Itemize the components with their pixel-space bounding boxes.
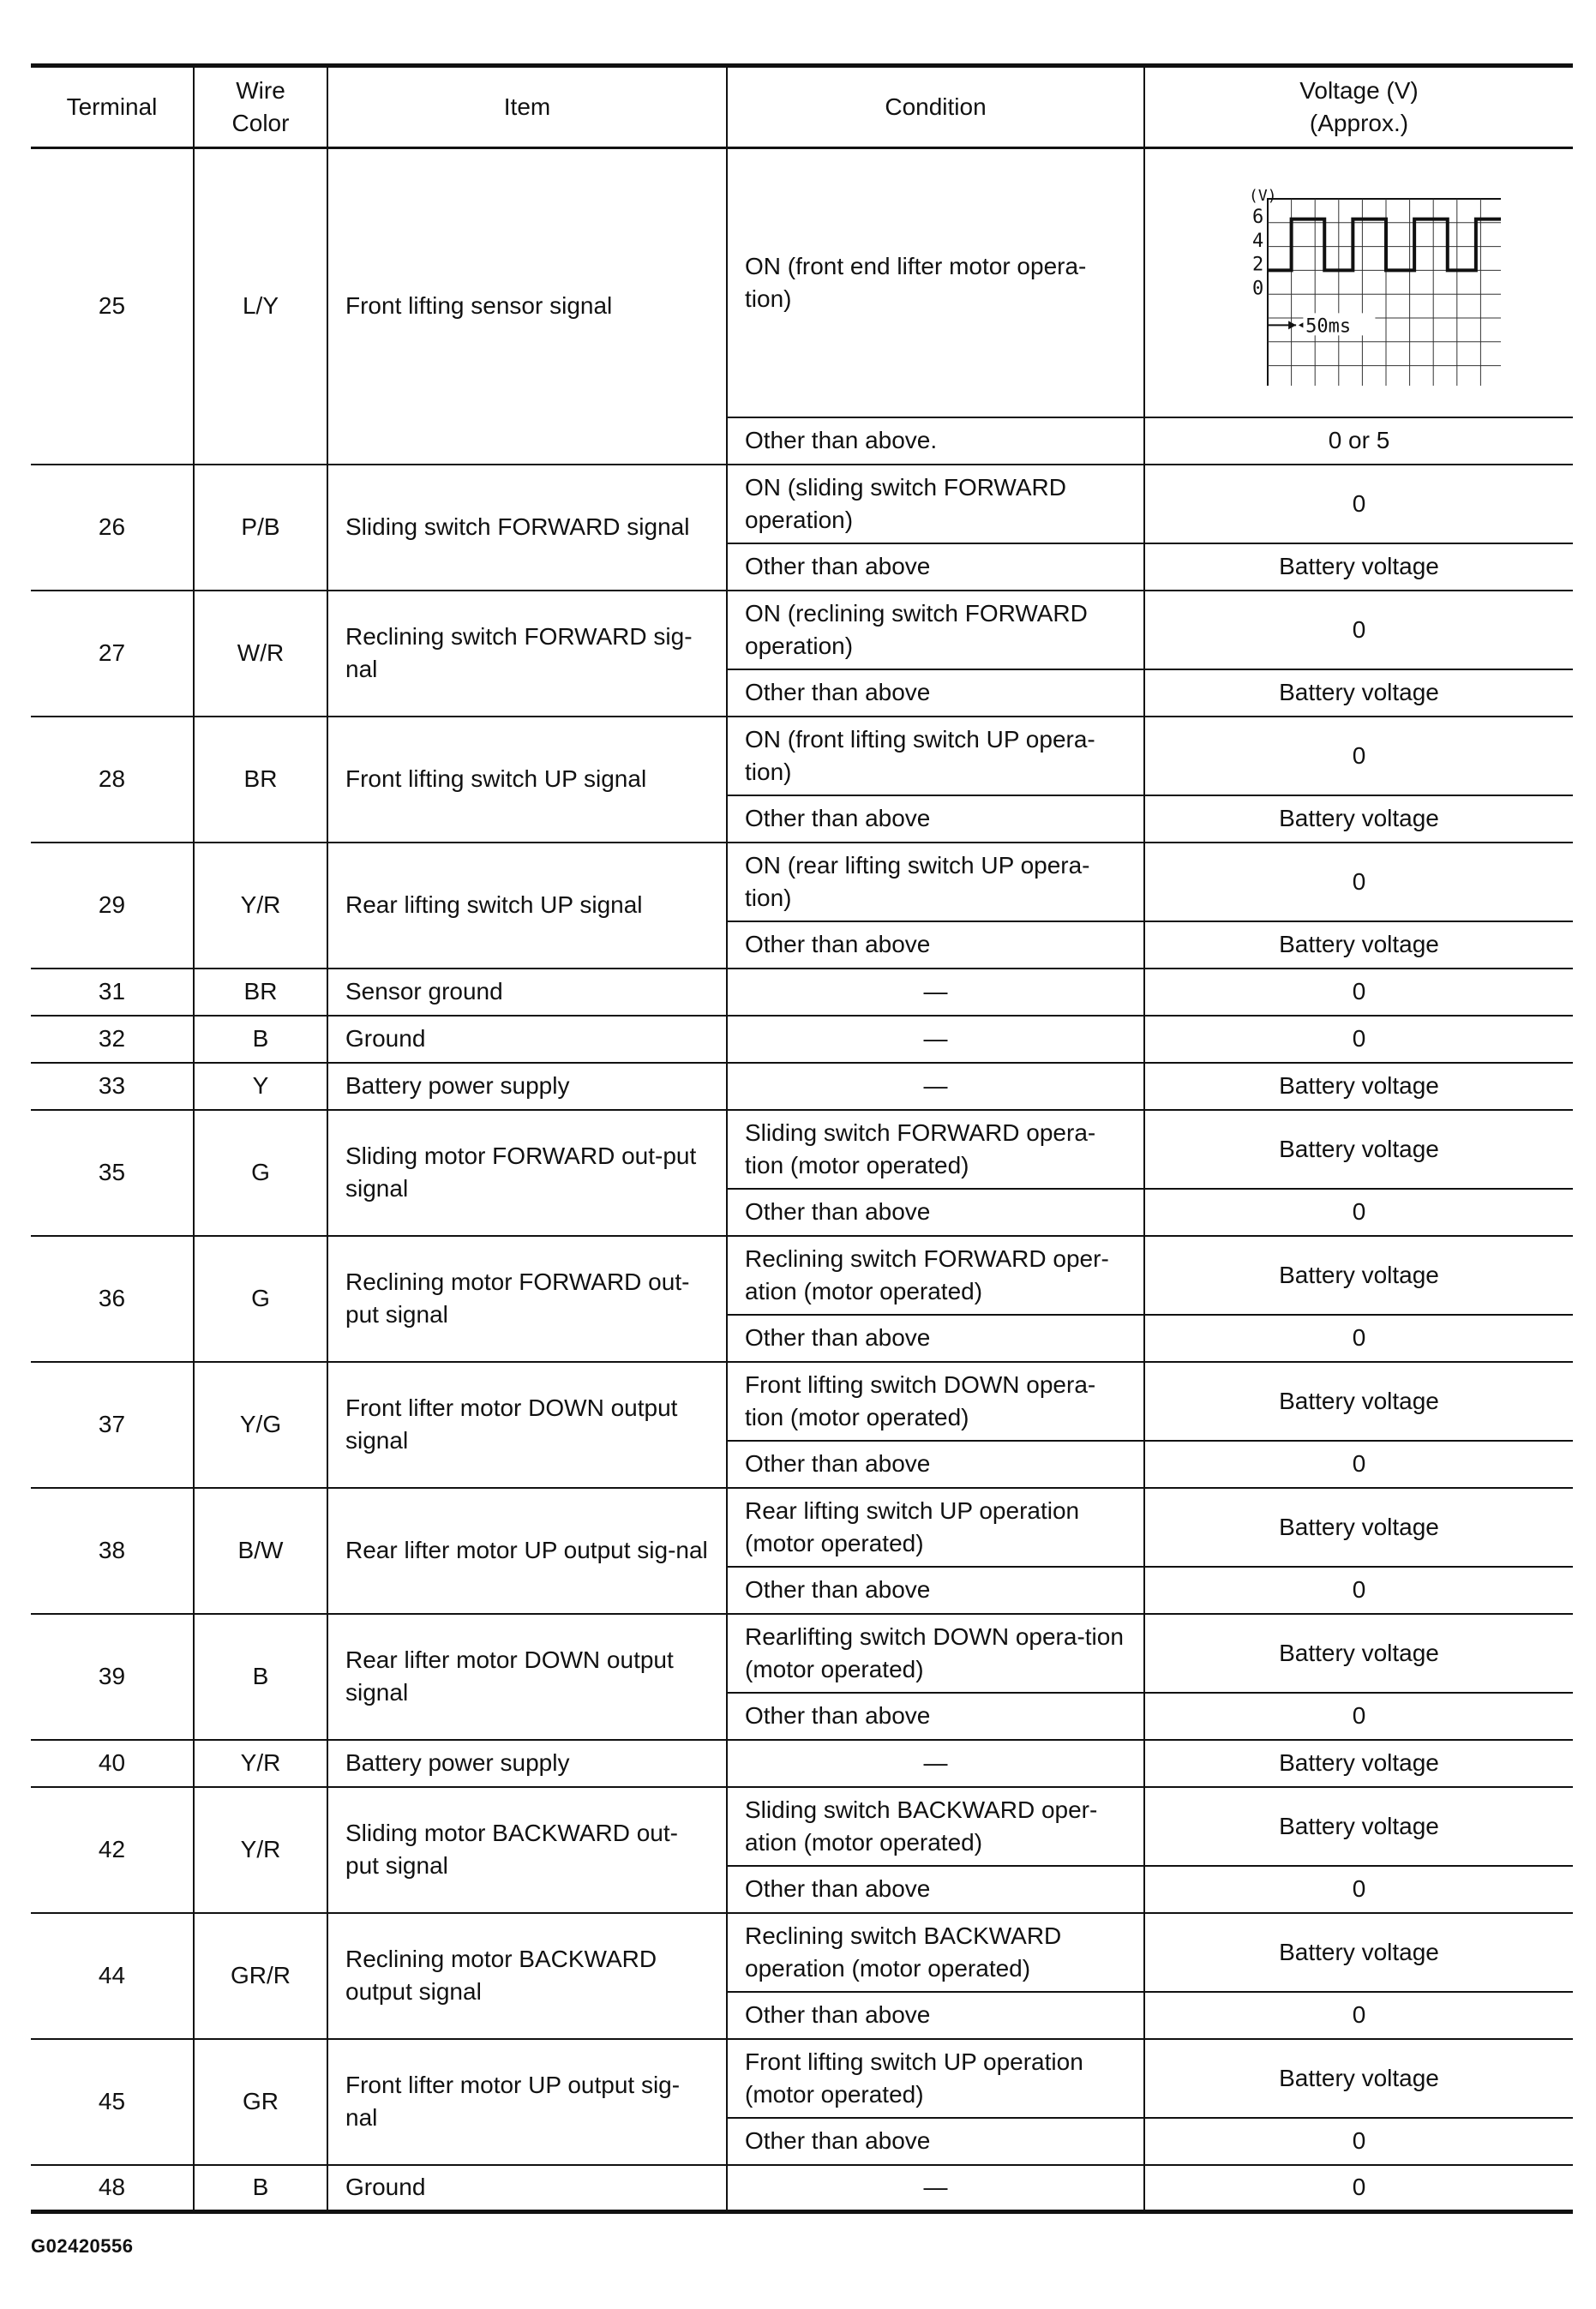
condition-cell: — — [727, 1063, 1144, 1110]
item-cell: Rear lifting switch UP signal — [327, 843, 727, 969]
item-cell: Battery power supply — [327, 1740, 727, 1787]
condition-cell: Other than above. — [727, 417, 1144, 465]
voltage-cell: 0 — [1144, 1693, 1573, 1740]
terminal-cell: 27 — [31, 591, 194, 717]
condition-cell: Other than above — [727, 669, 1144, 717]
condition-cell: Other than above — [727, 1567, 1144, 1614]
table-row — [31, 1110, 1573, 1189]
condition-cell: Sliding switch BACKWARD oper-ation (motor operated) — [727, 1787, 1144, 1866]
condition-cell: Other than above — [727, 1315, 1144, 1362]
item-cell: Front lifting switch UP signal — [327, 717, 727, 843]
condition-cell: ON (front end lifter motor opera-tion) — [727, 148, 1144, 417]
table-row — [31, 1488, 1573, 1567]
condition-cell: Other than above — [727, 1992, 1144, 2039]
header-voltage: Voltage (V) (Approx.) — [1144, 66, 1573, 148]
wire-color-cell: Y/R — [194, 1740, 327, 1787]
waveform-y-tick: 2 — [1251, 254, 1263, 276]
wire-color-cell: GR — [194, 2039, 327, 2165]
condition-cell: Other than above — [727, 1189, 1144, 1236]
voltage-cell: 0 — [1144, 1441, 1573, 1488]
wire-color-cell: W/R — [194, 591, 327, 717]
table-row — [31, 1063, 1573, 1110]
voltage-cell: 0 or 5 — [1144, 417, 1573, 465]
table-row — [31, 969, 1573, 1016]
waveform-y-tick: 6 — [1251, 206, 1263, 228]
voltage-cell: 0 — [1144, 1567, 1573, 1614]
voltage-cell: Battery voltage — [1144, 669, 1573, 717]
item-cell: Battery power supply — [327, 1063, 727, 1110]
condition-cell: Other than above — [727, 795, 1144, 843]
wire-color-cell: B — [194, 1016, 327, 1063]
condition-cell: — — [727, 1016, 1144, 1063]
voltage-cell: Battery voltage — [1144, 1236, 1573, 1315]
voltage-waveform-cell — [1144, 148, 1573, 417]
condition-cell: — — [727, 2165, 1144, 2212]
item-cell: Ground — [327, 1016, 727, 1063]
table-row — [31, 148, 1573, 417]
header-wire-color: Wire Color — [194, 66, 327, 148]
waveform-time-arrowhead — [1288, 321, 1296, 329]
wire-color-cell: BR — [194, 969, 327, 1016]
condition-cell: Other than above — [727, 543, 1144, 591]
terminal-cell: 25 — [31, 148, 194, 465]
voltage-cell: Battery voltage — [1144, 1362, 1573, 1441]
voltage-cell: Battery voltage — [1144, 1110, 1573, 1189]
item-cell: Sliding switch FORWARD signal — [327, 465, 727, 591]
voltage-cell: 0 — [1144, 591, 1573, 669]
terminal-cell: 45 — [31, 2039, 194, 2165]
terminal-cell: 26 — [31, 465, 194, 591]
condition-cell: Rear lifting switch UP operation (motor operated) — [727, 1488, 1144, 1567]
wire-color-cell: Y/R — [194, 843, 327, 969]
voltage-cell: 0 — [1144, 465, 1573, 543]
condition-cell: Other than above — [727, 2118, 1144, 2165]
table-row — [31, 591, 1573, 669]
header-condition: Condition — [727, 66, 1144, 148]
wire-color-cell: Y — [194, 1063, 327, 1110]
voltage-cell: 0 — [1144, 1315, 1573, 1362]
waveform-signal — [1268, 219, 1501, 270]
item-cell: Sliding motor BACKWARD out-put signal — [327, 1787, 727, 1913]
wire-color-cell: G — [194, 1236, 327, 1362]
condition-cell: ON (front lifting switch UP opera-tion) — [727, 717, 1144, 795]
item-cell: Sliding motor FORWARD out-put signal — [327, 1110, 727, 1236]
table-row — [31, 1016, 1573, 1063]
terminal-cell: 40 — [31, 1740, 194, 1787]
item-cell: Front lifting sensor signal — [327, 148, 727, 465]
voltage-cell: Battery voltage — [1144, 543, 1573, 591]
table-row — [31, 1362, 1573, 1441]
table-body — [31, 148, 1573, 2212]
condition-cell: Front lifting switch DOWN opera-tion (motor operated) — [727, 1362, 1144, 1441]
condition-cell: Sliding switch FORWARD opera-tion (motor operated) — [727, 1110, 1144, 1189]
voltage-cell: Battery voltage — [1144, 921, 1573, 969]
wire-color-cell: BR — [194, 717, 327, 843]
voltage-cell: 0 — [1144, 2118, 1573, 2165]
wire-color-cell: Y/G — [194, 1362, 327, 1488]
terminal-cell: 39 — [31, 1614, 194, 1740]
terminal-cell: 36 — [31, 1236, 194, 1362]
terminal-cell: 33 — [31, 1063, 194, 1110]
condition-cell: Other than above — [727, 1441, 1144, 1488]
table-row — [31, 843, 1573, 921]
condition-cell: Front lifting switch UP operation (motor operated) — [727, 2039, 1144, 2118]
condition-cell: Rearlifting switch DOWN opera-tion (motor operated) — [727, 1614, 1144, 1693]
item-cell: Reclining motor BACKWARD output signal — [327, 1913, 727, 2039]
item-cell: Front lifter motor UP output sig-nal — [327, 2039, 727, 2165]
condition-cell: ON (rear lifting switch UP opera-tion) — [727, 843, 1144, 921]
voltage-cell: 0 — [1144, 2165, 1573, 2212]
header-item: Item — [327, 66, 727, 148]
wire-color-cell: G — [194, 1110, 327, 1236]
condition-cell: Reclining switch BACKWARD operation (motor operated) — [727, 1913, 1144, 1992]
waveform-graph — [1218, 180, 1501, 386]
terminal-voltage-table — [31, 63, 1573, 2214]
terminal-cell: 37 — [31, 1362, 194, 1488]
voltage-cell: Battery voltage — [1144, 1740, 1573, 1787]
voltage-cell: Battery voltage — [1144, 2039, 1573, 2118]
wire-color-cell: B — [194, 1614, 327, 1740]
terminal-cell: 42 — [31, 1787, 194, 1913]
condition-cell: ON (reclining switch FORWARD operation) — [727, 591, 1144, 669]
voltage-cell: 0 — [1144, 843, 1573, 921]
table-row — [31, 1614, 1573, 1693]
condition-cell: — — [727, 969, 1144, 1016]
condition-cell: — — [727, 1740, 1144, 1787]
wire-color-cell: B — [194, 2165, 327, 2212]
wire-color-cell: Y/R — [194, 1787, 327, 1913]
item-cell: Reclining motor FORWARD out-put signal — [327, 1236, 727, 1362]
waveform-unit-label: (V) — [1248, 186, 1277, 205]
terminal-cell: 32 — [31, 1016, 194, 1063]
figure-code: G02420556 — [31, 2235, 134, 2257]
item-cell: Rear lifter motor DOWN output signal — [327, 1614, 727, 1740]
terminal-cell: 29 — [31, 843, 194, 969]
item-cell: Ground — [327, 2165, 727, 2212]
voltage-cell: 0 — [1144, 717, 1573, 795]
item-cell: Rear lifter motor UP output sig-nal — [327, 1488, 727, 1614]
waveform-time-label: 50ms — [1305, 315, 1351, 338]
terminal-cell: 48 — [31, 2165, 194, 2212]
voltage-cell: Battery voltage — [1144, 1913, 1573, 1992]
voltage-cell: 0 — [1144, 1016, 1573, 1063]
header-terminal: Terminal — [31, 66, 194, 148]
wire-color-cell: L/Y — [194, 148, 327, 465]
voltage-cell: Battery voltage — [1144, 1787, 1573, 1866]
terminal-cell: 44 — [31, 1913, 194, 2039]
voltage-cell: Battery voltage — [1144, 1488, 1573, 1567]
terminal-cell: 38 — [31, 1488, 194, 1614]
table-row — [31, 1913, 1573, 1992]
table-row — [31, 717, 1573, 795]
item-cell: Sensor ground — [327, 969, 727, 1016]
voltage-cell: 0 — [1144, 969, 1573, 1016]
wire-color-cell: B/W — [194, 1488, 327, 1614]
voltage-cell: 0 — [1144, 1992, 1573, 2039]
item-cell: Front lifter motor DOWN output signal — [327, 1362, 727, 1488]
table-row — [31, 2165, 1573, 2212]
condition-cell: Reclining switch FORWARD oper-ation (motor operated) — [727, 1236, 1144, 1315]
voltage-cell: Battery voltage — [1144, 1063, 1573, 1110]
condition-cell: Other than above — [727, 1866, 1144, 1913]
condition-cell: Other than above — [727, 1693, 1144, 1740]
table-header-row — [31, 66, 1573, 148]
item-cell: Reclining switch FORWARD sig-nal — [327, 591, 727, 717]
terminal-cell: 28 — [31, 717, 194, 843]
table-row — [31, 465, 1573, 543]
table-row — [31, 2039, 1573, 2118]
waveform-y-tick: 0 — [1251, 278, 1263, 300]
voltage-cell: Battery voltage — [1144, 1614, 1573, 1693]
condition-cell: Other than above — [727, 921, 1144, 969]
voltage-cell: 0 — [1144, 1189, 1573, 1236]
condition-cell: ON (sliding switch FORWARD operation) — [727, 465, 1144, 543]
terminal-cell: 35 — [31, 1110, 194, 1236]
table-row — [31, 1787, 1573, 1866]
wire-color-cell: P/B — [194, 465, 327, 591]
voltage-cell: Battery voltage — [1144, 795, 1573, 843]
table-row — [31, 1236, 1573, 1315]
voltage-cell: 0 — [1144, 1866, 1573, 1913]
waveform-y-tick: 4 — [1251, 230, 1263, 252]
wire-color-cell: GR/R — [194, 1913, 327, 2039]
table-row — [31, 1740, 1573, 1787]
terminal-cell: 31 — [31, 969, 194, 1016]
